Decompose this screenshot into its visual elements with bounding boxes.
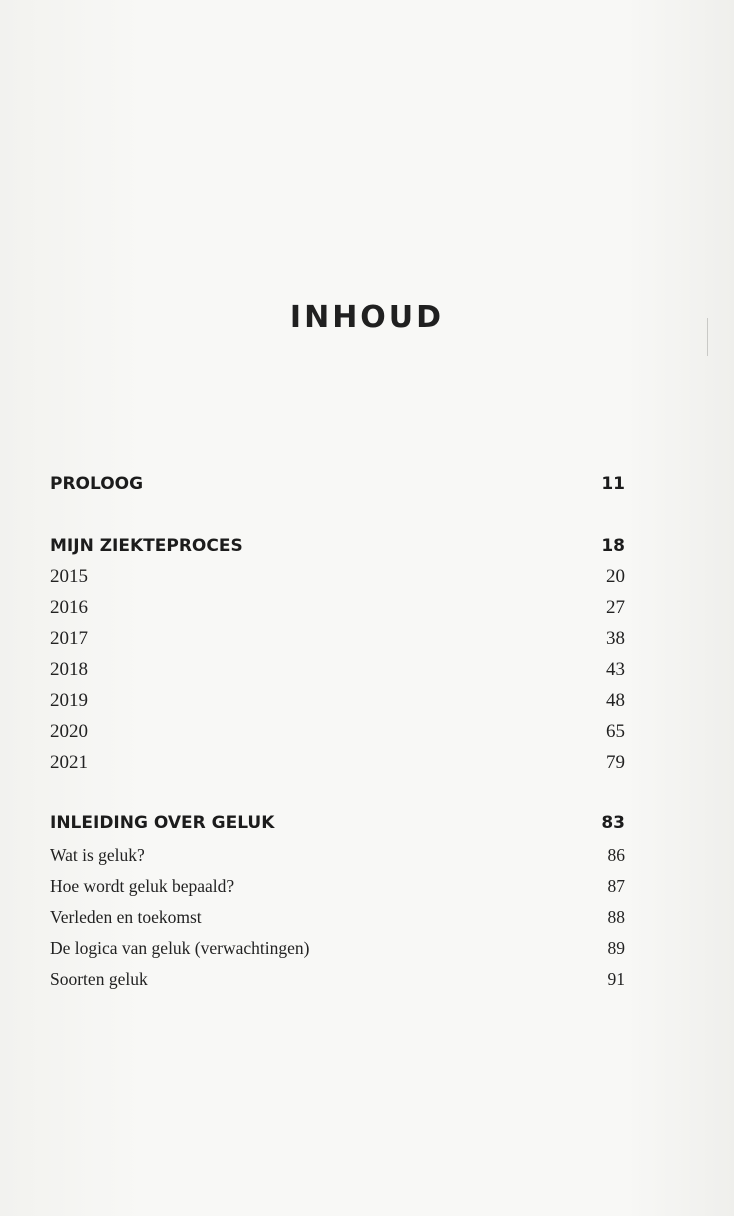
toc-entry [50,536,625,556]
toc-entry [50,907,625,928]
toc-entry-label: 2018 [50,659,88,680]
toc-entry-label: Verleden en toekomst [50,907,202,927]
toc-entry-label: De logica van geluk (verwachtingen) [50,938,310,958]
toc-entry-page: 43 [606,659,625,680]
toc-entry [50,690,625,712]
toc-entry-page: 48 [606,690,625,711]
toc-entry-label: 2017 [50,628,88,649]
toc-entry-label: Soorten geluk [50,969,148,989]
toc-entry-label: INLEIDING OVER GELUK [50,813,275,833]
toc-entry-label: 2021 [50,752,88,773]
toc-entry-page: 18 [601,536,625,556]
toc-entry-page: 38 [606,628,625,649]
toc-entry-page: 20 [606,566,625,587]
toc-entry [50,845,625,866]
toc-entry-label: 2015 [50,566,88,587]
toc-entry-label: 2016 [50,597,88,618]
toc-entry-label: PROLOOG [50,474,144,494]
toc-entry-page: 65 [606,721,625,742]
toc-entry-page: 27 [606,597,625,618]
toc-entry-page: 83 [601,813,625,833]
toc-entry [50,628,625,650]
toc-entry [50,566,625,588]
toc-entry-label: Wat is geluk? [50,845,145,865]
toc-entry-label: 2020 [50,721,88,742]
toc-entry-page: 87 [607,876,625,896]
toc-entry-label: Hoe wordt geluk bepaald? [50,876,235,896]
toc-entry-page: 11 [601,474,625,494]
toc-entry-label: 2019 [50,690,88,711]
toc-entry [50,659,625,681]
toc-entry-page: 89 [607,938,625,958]
toc-entry [50,752,625,774]
page-edge-mark [707,318,708,356]
toc-entry [50,876,625,897]
toc-entry [50,721,625,743]
toc-entry-page: 91 [607,969,625,989]
page-title: INHOUD [289,300,445,335]
toc-entry-page: 88 [607,907,625,927]
toc-entry [50,969,625,990]
toc-entry-page: 79 [606,752,625,773]
toc-entry-page: 86 [607,845,625,865]
toc-entry [50,474,625,494]
toc-entry [50,813,625,833]
toc-entry-label: MIJN ZIEKTEPROCES [50,536,243,556]
toc-entry [50,938,625,959]
toc-entry [50,597,625,619]
